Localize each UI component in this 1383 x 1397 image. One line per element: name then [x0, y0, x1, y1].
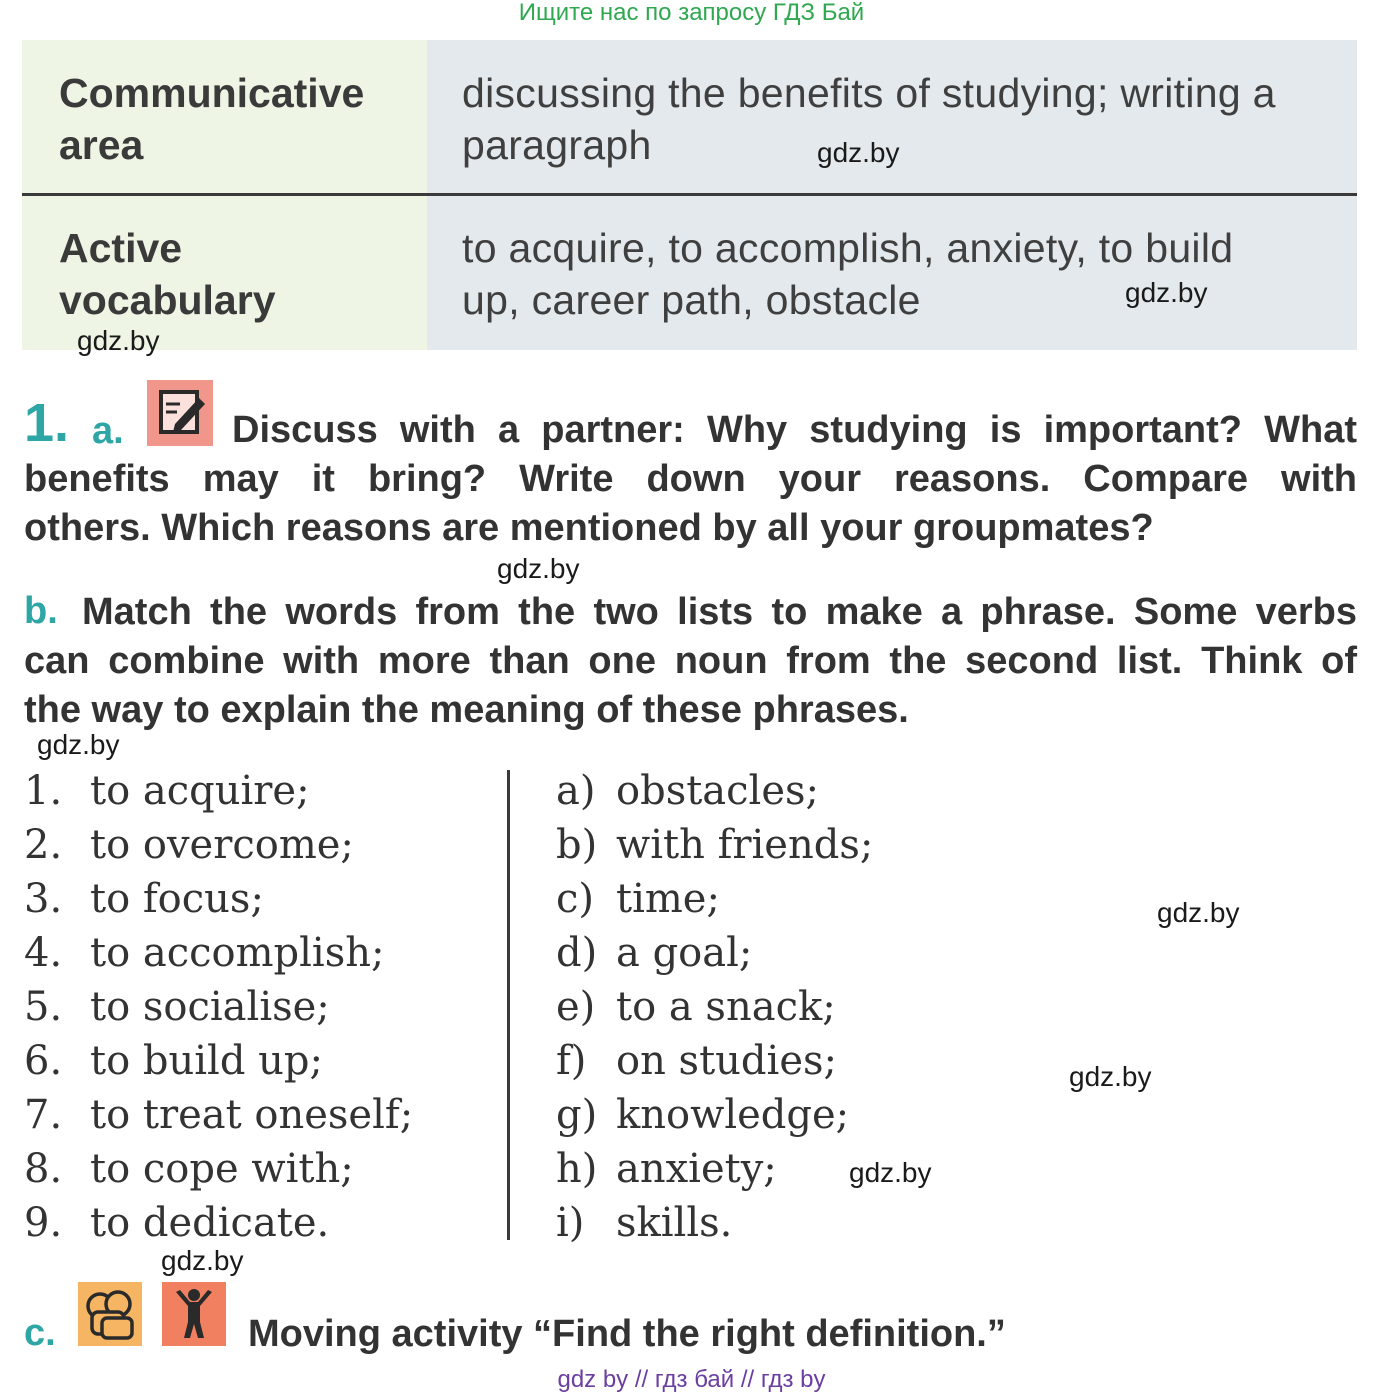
task-b-letter: b.: [24, 590, 58, 632]
list-item: g) knowledge;: [556, 1092, 850, 1138]
value-communicative-area: discussing the benefits of studying; writing a paragraph: [462, 70, 1276, 168]
footer-watermark[interactable]: gdz by // гдз бай // гдз by: [557, 1366, 826, 1393]
task-b-line3: the way to explain the meaning of these phrases.: [24, 689, 909, 731]
table-row-communicative-area: [22, 40, 1357, 193]
watermark: gdz.by: [77, 325, 160, 356]
task-a-line1: Discuss with a partner: Why studying is important? What: [232, 409, 1357, 451]
task-a-line2: benefits may it bring? Write down your reasons. Compare with: [24, 458, 1357, 500]
label-communicative-area: Communicative area: [59, 70, 365, 168]
value-active-vocabulary: to acquire, to accomplish, anxiety, to build up, career path, obstacle: [462, 225, 1234, 323]
writing-icon: [147, 380, 213, 446]
list-item: 7. to treat oneself;: [24, 1092, 414, 1138]
list-item: i) skills.: [556, 1200, 733, 1246]
noun-list: [556, 764, 873, 1250]
list-item: e) to a snack;: [556, 984, 836, 1030]
table-row-active-vocabulary: [22, 196, 1357, 350]
watermark: gdz.by: [37, 729, 120, 760]
list-item: 9. to dedicate.: [24, 1200, 330, 1246]
list-item: d) a goal;: [556, 930, 753, 976]
list-item: b) with friends;: [556, 822, 874, 868]
task-a-line3: others. Which reasons are mentioned by all your groupmates?: [24, 507, 1154, 549]
list-item: 3. to focus;: [24, 876, 264, 922]
list-item: c) time;: [556, 876, 720, 922]
watermark: gdz.by: [1157, 897, 1240, 928]
list-item: h) anxiety;: [556, 1146, 777, 1192]
top-banner[interactable]: Ищите нас по запросу ГДЗ Бай: [518, 0, 865, 26]
watermark: gdz.by: [817, 137, 900, 168]
label-active-vocabulary: Active vocabulary: [59, 225, 276, 323]
task-b-line2: can combine with more than one noun from the second list. Think of: [24, 640, 1357, 682]
task-c-text: Moving activity “Find the right definition.”: [248, 1313, 1006, 1355]
watermark: gdz.by: [161, 1245, 244, 1276]
task-a-letter: a.: [92, 410, 124, 452]
task-b-line1: Match the words from the two lists to make a phrase. Some verbs: [82, 591, 1357, 633]
column-divider: [507, 770, 510, 1240]
list-item: f) on studies;: [556, 1038, 837, 1084]
list-item: 1. to acquire;: [24, 768, 310, 814]
watermark: gdz.by: [497, 553, 580, 584]
watermark: gdz.by: [849, 1157, 932, 1188]
list-item: a) obstacles;: [556, 768, 820, 814]
list-item: 8. to cope with;: [24, 1146, 354, 1192]
moving-activity-icon: [162, 1282, 226, 1346]
exercise-number: 1.: [24, 393, 70, 453]
group-work-icon: [78, 1282, 142, 1346]
verb-list: [24, 764, 413, 1250]
list-item: 5. to socialise;: [24, 984, 330, 1030]
list-item: 2. to overcome;: [24, 822, 354, 868]
list-item: 6. to build up;: [24, 1038, 323, 1084]
task-c-letter: c.: [24, 1312, 56, 1354]
watermark: gdz.by: [1125, 277, 1208, 308]
list-item: 4. to accomplish;: [24, 930, 385, 976]
watermark: gdz.by: [1069, 1061, 1152, 1092]
